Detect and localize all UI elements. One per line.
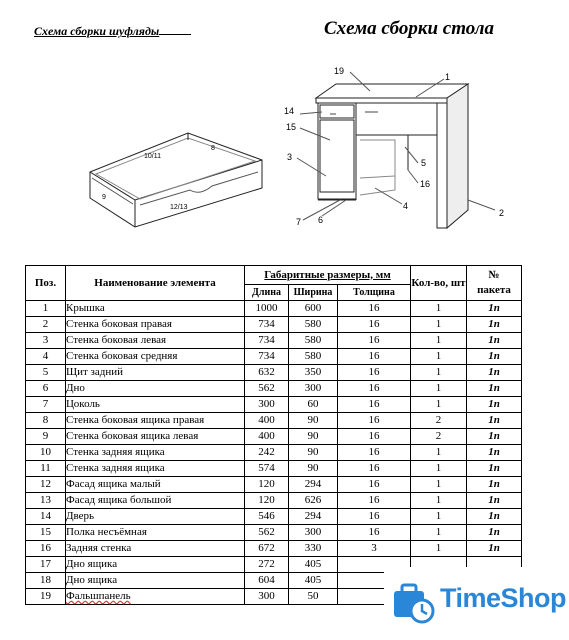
cell-name: Крышка bbox=[66, 301, 245, 317]
cell-thickness: 16 bbox=[338, 365, 411, 381]
cell-length: 1000 bbox=[245, 301, 289, 317]
cell-qty: 1 bbox=[411, 381, 467, 397]
cell-pos: 6 bbox=[26, 381, 66, 397]
cell-name: Дно bbox=[66, 381, 245, 397]
table-row bbox=[26, 509, 522, 525]
cell-pack: 1п bbox=[467, 381, 522, 397]
cell-pos: 9 bbox=[26, 429, 66, 445]
cell-length: 546 bbox=[245, 509, 289, 525]
cell-thickness: 3 bbox=[338, 541, 411, 557]
cell-thickness: 16 bbox=[338, 317, 411, 333]
cell-name: Полка несъёмная bbox=[66, 525, 245, 541]
cell-width: 580 bbox=[289, 333, 338, 349]
cell-pos: 8 bbox=[26, 413, 66, 429]
cell-pack: 1п bbox=[467, 349, 522, 365]
table-row bbox=[26, 445, 522, 461]
callout-4: 4 bbox=[403, 201, 409, 211]
table-row bbox=[26, 477, 522, 493]
cell-name: Стенка задняя ящика bbox=[66, 445, 245, 461]
cell-pos: 3 bbox=[26, 333, 66, 349]
drawer-label-12-13: 12/13 bbox=[170, 204, 188, 211]
cell-name: Дно ящика bbox=[66, 557, 245, 573]
cell-name: Задняя стенка bbox=[66, 541, 245, 557]
header-dims: Габаритные размеры, мм bbox=[245, 266, 411, 285]
cell-pos: 1 bbox=[26, 301, 66, 317]
callout-6: 6 bbox=[318, 215, 324, 225]
cell-pos: 7 bbox=[26, 397, 66, 413]
callout-16: 16 bbox=[420, 179, 431, 189]
cell-name: Дверь bbox=[66, 509, 245, 525]
cell-thickness: 16 bbox=[338, 493, 411, 509]
cell-name: Стенка боковая ящика правая bbox=[66, 413, 245, 429]
cell-pos: 12 bbox=[26, 477, 66, 493]
cell-pos: 18 bbox=[26, 573, 66, 589]
cell-width: 300 bbox=[289, 525, 338, 541]
cell-pack: 1п bbox=[467, 429, 522, 445]
cell-width: 60 bbox=[289, 397, 338, 413]
parts-table bbox=[25, 265, 522, 605]
callout-3: 3 bbox=[287, 152, 293, 162]
table-row bbox=[26, 317, 522, 333]
desk-scheme-title: Схема сборки стола bbox=[324, 18, 494, 39]
suitcase-clock-icon bbox=[388, 577, 438, 627]
cell-length: 672 bbox=[245, 541, 289, 557]
cell-length: 272 bbox=[245, 557, 289, 573]
cell-name: Стенка задняя ящика bbox=[66, 461, 245, 477]
cell-pack: 1п bbox=[467, 541, 522, 557]
cell-width: 405 bbox=[289, 557, 338, 573]
cell-pack: 1п bbox=[467, 333, 522, 349]
cell-width: 294 bbox=[289, 509, 338, 525]
cell-qty: 1 bbox=[411, 461, 467, 477]
cell-name: Дно ящика bbox=[66, 573, 245, 589]
cell-qty: 1 bbox=[411, 317, 467, 333]
drawer-label-10-11: 10/11 bbox=[144, 153, 161, 160]
drawer-drawing bbox=[90, 133, 262, 227]
cell-width: 90 bbox=[289, 445, 338, 461]
cell-qty: 2 bbox=[411, 429, 467, 445]
cell-thickness: 16 bbox=[338, 525, 411, 541]
cell-length: 632 bbox=[245, 365, 289, 381]
cell-length: 300 bbox=[245, 397, 289, 413]
table-row bbox=[26, 541, 522, 557]
cell-pos: 16 bbox=[26, 541, 66, 557]
cell-thickness: 16 bbox=[338, 429, 411, 445]
table-row bbox=[26, 301, 522, 317]
cell-qty: 1 bbox=[411, 525, 467, 541]
cell-thickness: 16 bbox=[338, 349, 411, 365]
cell-length: 574 bbox=[245, 461, 289, 477]
cell-pos: 17 bbox=[26, 557, 66, 573]
header-pack bbox=[467, 266, 522, 301]
parts-table-body bbox=[26, 301, 522, 605]
callout-1: 1 bbox=[445, 72, 451, 82]
cell-length: 300 bbox=[245, 589, 289, 605]
cell-thickness: 16 bbox=[338, 509, 411, 525]
cell-thickness: 16 bbox=[338, 445, 411, 461]
cell-length: 734 bbox=[245, 317, 289, 333]
cell-width: 90 bbox=[289, 461, 338, 477]
header-thickness: Толщина bbox=[338, 285, 411, 301]
cell-name: Стенка боковая правая bbox=[66, 317, 245, 333]
cell-qty: 1 bbox=[411, 301, 467, 317]
cell-name: Фальшпанель bbox=[66, 589, 245, 605]
cell-width: 50 bbox=[289, 589, 338, 605]
callout-14: 14 bbox=[284, 106, 295, 116]
cell-length: 242 bbox=[245, 445, 289, 461]
cell-thickness: 16 bbox=[338, 413, 411, 429]
cell-width: 90 bbox=[289, 413, 338, 429]
drawer-scheme-title: Схема сборки шуфляды bbox=[34, 24, 191, 39]
cell-width: 300 bbox=[289, 381, 338, 397]
cell-pack: 1п bbox=[467, 445, 522, 461]
cell-name: Фасад ящика малый bbox=[66, 477, 245, 493]
cell-width: 90 bbox=[289, 429, 338, 445]
cell-length: 734 bbox=[245, 349, 289, 365]
cell-length: 120 bbox=[245, 493, 289, 509]
cell-qty: 1 bbox=[411, 445, 467, 461]
table-row bbox=[26, 397, 522, 413]
cell-thickness: 16 bbox=[338, 333, 411, 349]
cell-pos: 14 bbox=[26, 509, 66, 525]
table-row bbox=[26, 365, 522, 381]
assembly-drawings bbox=[0, 0, 569, 262]
table-row bbox=[26, 429, 522, 445]
callout-2: 2 bbox=[499, 208, 505, 218]
cell-pos: 4 bbox=[26, 349, 66, 365]
cell-width: 294 bbox=[289, 477, 338, 493]
cell-thickness: 16 bbox=[338, 461, 411, 477]
cell-thickness: 16 bbox=[338, 381, 411, 397]
header-pos: Поз. bbox=[26, 266, 66, 301]
table-row bbox=[26, 525, 522, 541]
cell-pack: 1п bbox=[467, 301, 522, 317]
cell-pos: 19 bbox=[26, 589, 66, 605]
cell-length: 562 bbox=[245, 381, 289, 397]
cell-pack: 1п bbox=[467, 509, 522, 525]
table-row bbox=[26, 349, 522, 365]
drawer-label-8: 8 bbox=[211, 145, 215, 152]
cell-pos: 13 bbox=[26, 493, 66, 509]
cell-qty: 1 bbox=[411, 477, 467, 493]
callout-19: 19 bbox=[334, 66, 345, 76]
cell-qty: 1 bbox=[411, 509, 467, 525]
cell-pos: 11 bbox=[26, 461, 66, 477]
cell-length: 734 bbox=[245, 333, 289, 349]
cell-qty: 1 bbox=[411, 493, 467, 509]
cell-width: 626 bbox=[289, 493, 338, 509]
cell-width: 405 bbox=[289, 573, 338, 589]
cell-pos: 10 bbox=[26, 445, 66, 461]
cell-name: Фасад ящика большой bbox=[66, 493, 245, 509]
cell-name: Стенка боковая ящика левая bbox=[66, 429, 245, 445]
cell-pos: 2 bbox=[26, 317, 66, 333]
cell-length: 604 bbox=[245, 573, 289, 589]
cell-pack: 1п bbox=[467, 413, 522, 429]
cell-pack: 1п bbox=[467, 365, 522, 381]
cell-pack: 1п bbox=[467, 525, 522, 541]
desk-drawing bbox=[284, 66, 504, 228]
cell-width: 580 bbox=[289, 317, 338, 333]
timeshop-watermark bbox=[384, 567, 569, 640]
cell-name: Стенка боковая левая bbox=[66, 333, 245, 349]
cell-width: 330 bbox=[289, 541, 338, 557]
header-length: Длина bbox=[245, 285, 289, 301]
cell-pos: 15 bbox=[26, 525, 66, 541]
header-pack-no: № bbox=[488, 269, 500, 281]
cell-pack: 1п bbox=[467, 317, 522, 333]
cell-pack: 1п bbox=[467, 461, 522, 477]
cell-pack: 1п bbox=[467, 493, 522, 509]
callout-15: 15 bbox=[286, 122, 297, 132]
table-row bbox=[26, 493, 522, 509]
callout-5: 5 bbox=[421, 158, 427, 168]
cell-pos: 5 bbox=[26, 365, 66, 381]
table-row bbox=[26, 333, 522, 349]
drawer-label-9: 9 bbox=[102, 194, 106, 201]
cell-qty: 2 bbox=[411, 413, 467, 429]
cell-name: Цоколь bbox=[66, 397, 245, 413]
cell-thickness: 16 bbox=[338, 477, 411, 493]
cell-width: 350 bbox=[289, 365, 338, 381]
cell-thickness: 16 bbox=[338, 301, 411, 317]
cell-thickness: 16 bbox=[338, 397, 411, 413]
cell-length: 400 bbox=[245, 429, 289, 445]
cell-qty: 1 bbox=[411, 397, 467, 413]
cell-qty: 1 bbox=[411, 541, 467, 557]
cell-length: 400 bbox=[245, 413, 289, 429]
table-row bbox=[26, 461, 522, 477]
cell-width: 580 bbox=[289, 349, 338, 365]
table-row bbox=[26, 413, 522, 429]
cell-width: 600 bbox=[289, 301, 338, 317]
cell-length: 562 bbox=[245, 525, 289, 541]
cell-length: 120 bbox=[245, 477, 289, 493]
table-row bbox=[26, 381, 522, 397]
cell-qty: 1 bbox=[411, 365, 467, 381]
header-width: Ширина bbox=[289, 285, 338, 301]
header-name: Наименование элемента bbox=[66, 266, 245, 301]
cell-pack: 1п bbox=[467, 477, 522, 493]
cell-name: Стенка боковая средняя bbox=[66, 349, 245, 365]
cell-qty: 1 bbox=[411, 333, 467, 349]
brand-name: TimeShop bbox=[440, 583, 567, 613]
cell-pack: 1п bbox=[467, 397, 522, 413]
cell-qty: 1 bbox=[411, 349, 467, 365]
header-qty: Кол-во, шт bbox=[411, 266, 467, 301]
callout-7: 7 bbox=[296, 217, 302, 227]
header-pack-label: пакета bbox=[477, 284, 511, 296]
cell-name: Щит задний bbox=[66, 365, 245, 381]
